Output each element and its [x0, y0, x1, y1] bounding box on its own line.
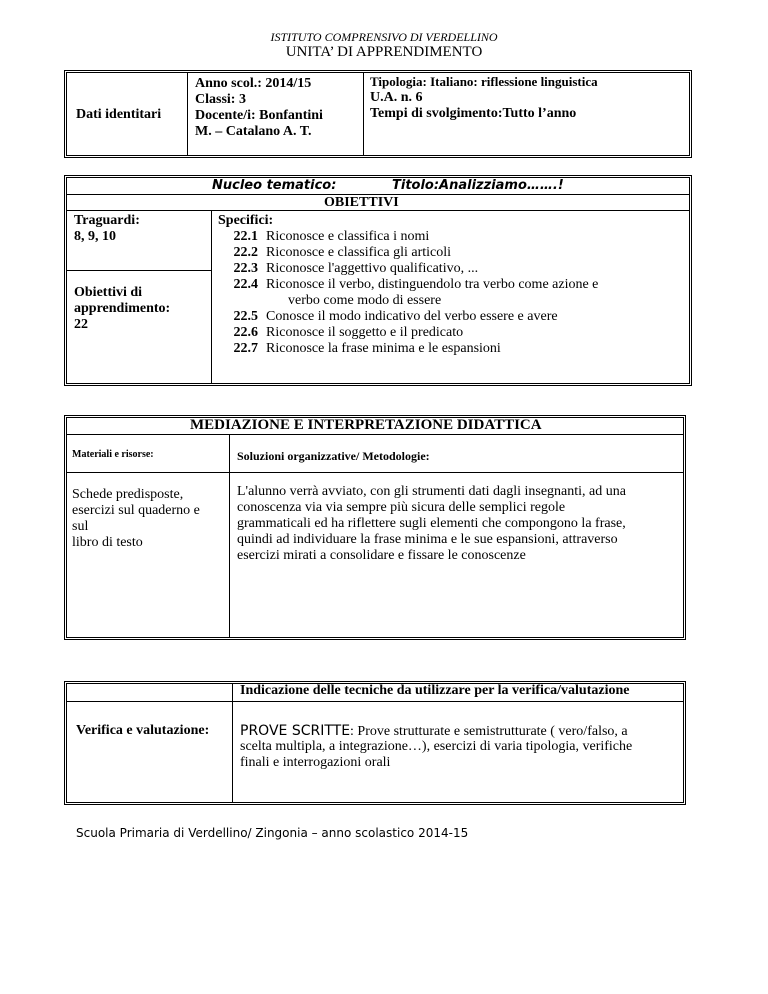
school-name: ISTITUTO COMPRENSIVO DI VERDELLINO — [270, 30, 498, 44]
list-item: 22.3 Riconosce l'aggettivo qualificativo, ... — [233, 261, 479, 276]
divider — [66, 472, 684, 473]
list-item: 22.1 Riconosce e classifica i nomi — [233, 229, 430, 244]
assessment-header: Indicazione delle tecniche da utilizzare per la verifica/valutazione — [240, 683, 630, 698]
learning-label: Obiettivi di — [74, 285, 143, 300]
assessment-label: Verifica e valutazione: — [76, 723, 210, 738]
list-item: 22.4 Riconosce il verbo, distinguendolo tra verbo come azione e — [233, 277, 599, 292]
materials-label: Materiali e risorse: — [72, 449, 154, 460]
solutions-line: L'alunno verrà avviato, con gli strumenti dati dagli insegnanti, ad una — [237, 484, 626, 499]
divider — [211, 211, 212, 384]
objectives-heading: OBIETTIVI — [324, 195, 399, 210]
ua-number: U.A. n. 6 — [370, 90, 423, 105]
footer: Scuola Primaria di Verdellino/ Zingonia – anno scolastico 2014-15 — [76, 826, 469, 840]
solutions-line: esercizi mirati a consolidare e fissare le conoscenze — [237, 548, 526, 563]
list-item: 22.7 Riconosce la frase minima e le espansioni — [233, 341, 501, 356]
assessment-line: PROVE SCRITTE: Prove strutturate e semistrutturate ( vero/falso, a — [240, 723, 628, 739]
typology: Tipologia: Italiano: riflessione linguistica — [370, 74, 598, 89]
teachers: Docente/i: Bonfantini — [195, 108, 323, 123]
divider — [66, 270, 211, 271]
materials-line: libro di testo — [72, 535, 143, 550]
divider — [232, 683, 233, 803]
assessment-line: finali e interrogazioni orali — [240, 755, 391, 770]
document-title: UNITA’ DI APPRENDIMENTO — [285, 44, 483, 60]
solutions-label: Soluzioni organizzative/ Metodologie: — [237, 449, 430, 463]
divider — [66, 701, 684, 702]
materials-line: esercizi sul quaderno e — [72, 503, 200, 518]
list-item: 22.5 Conosce il modo indicativo del verbo essere e avere — [233, 309, 558, 324]
divider — [66, 434, 684, 435]
title: Titolo:Analizziamo…….! — [392, 178, 564, 193]
divider — [363, 72, 364, 156]
solutions-line: conoscenza via via sempre più sicura delle semplici regole — [237, 500, 566, 515]
teachers-cont: M. – Catalano A. T. — [195, 124, 312, 139]
assessment-line: scelta multipla, a integrazione…), esercizi di varia tipologia, verifiche — [240, 739, 633, 754]
materials-line: sul — [72, 519, 89, 534]
list-item: 22.2 Riconosce e classifica gli articoli — [233, 245, 452, 260]
learning-value: 22 — [74, 317, 88, 332]
classes: Classi: 3 — [195, 92, 246, 107]
mediation-heading: MEDIAZIONE E INTERPRETAZIONE DIDATTICA — [190, 417, 542, 433]
solutions-line: grammaticali ed ha riflettere sugli elementi che compongono la frase, — [237, 516, 626, 531]
divider — [229, 435, 230, 638]
goals-value: 8, 9, 10 — [74, 229, 116, 244]
written-tests-label: PROVE SCRITTE — [240, 723, 351, 739]
materials-line: Schede predisposte, — [72, 487, 184, 502]
timing: Tempi di svolgimento:Tutto l’anno — [370, 106, 577, 121]
goals-label: Traguardi: — [74, 213, 140, 228]
school-year: Anno scol.: 2014/15 — [195, 76, 312, 91]
list-item-cont: verbo come modo di essere — [288, 293, 442, 308]
list-item: 22.6 Riconosce il soggetto e il predicato — [233, 325, 464, 340]
identity-label: Dati identitari — [76, 107, 162, 122]
thematic-core: Nucleo tematico: — [212, 178, 337, 193]
specific-label: Specifici: — [218, 213, 274, 228]
learning-label-cont: apprendimento: — [74, 301, 171, 316]
divider — [187, 72, 188, 156]
solutions-line: quindi ad individuare la frase minima e le sue espansioni, attraverso — [237, 532, 618, 547]
